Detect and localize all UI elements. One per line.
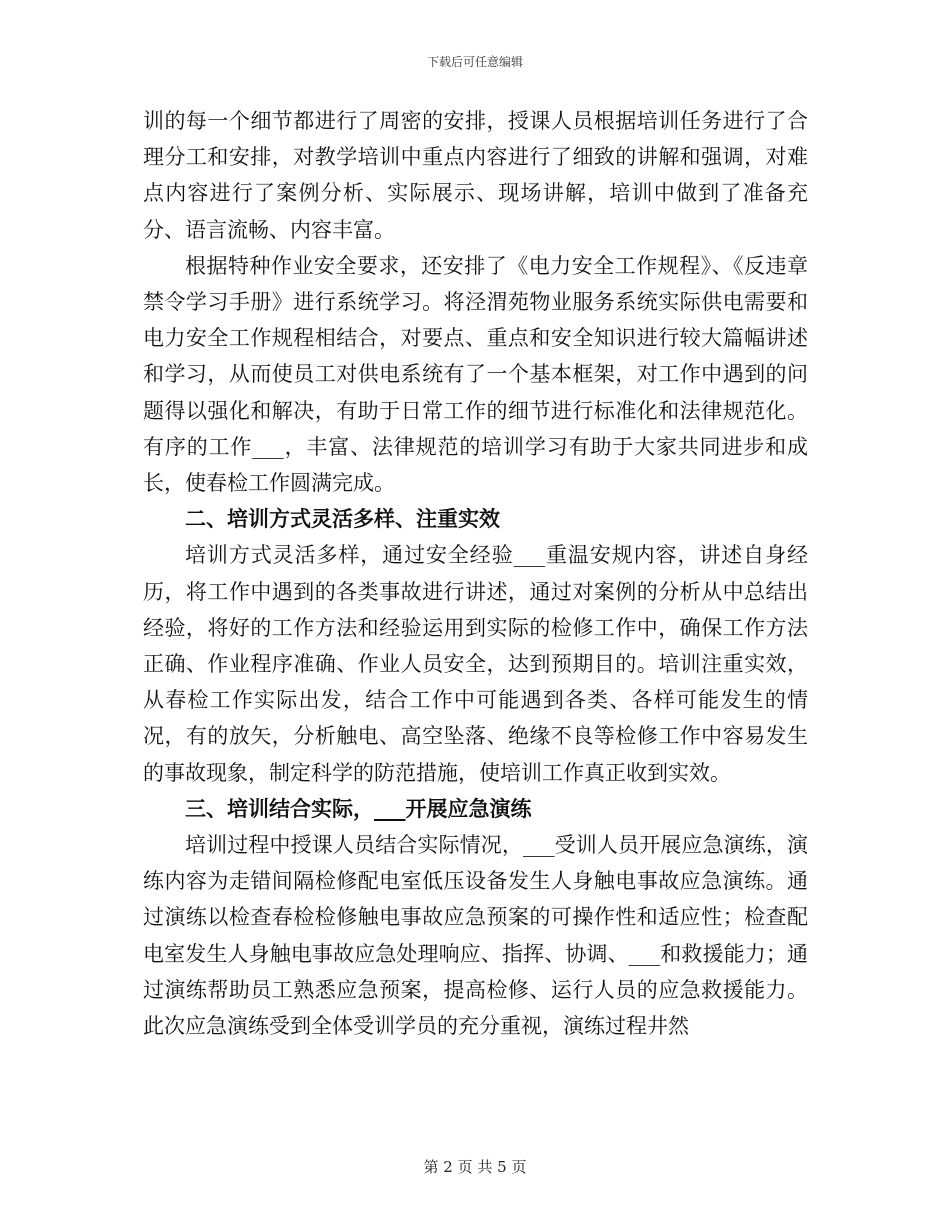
paragraph-training-methods: 培训方式灵活多样，通过安全经验___重温安规内容，讲述自身经历，将工作中遇到的各类事故进行讲述，通过对案例的分析从中总结出经验，将好的工作方法和经验运用到实际的检修工作中，确保工作方法正确、作业程序准确、作业人员安全，达到预期目的。培训注重实效，从春检工作实际出发，结合工作中可能遇到各类、各样可能发生的情况，有的放矢，分析触电、高空坠落、绝缘不良等检修工作中容易发生的事故现象，制定科学的防范措施，使培训工作真正收到实效。: [143, 543, 808, 785]
paragraph-emergency-drill: 培训过程中授课人员结合实际情况，___受训人员开展应急演练，演练内容为走错间隔检修配电室低压设备发生人身触电事故应急演练。通过演练以检查春检检修触电事故应急预案的可操作性和适应性；检查配电室发生人身触电事故应急处理响应、指挥、协调、___和救援能力；通过演练帮助员工熟悉应急预案，提高检修、运行人员的应急救援能力。此次应急演练受到全体受训学员的充分重视，演练过程井然: [143, 833, 808, 1039]
section-heading-2: 二、培训方式灵活多样、注重实效: [185, 506, 500, 532]
page-header: 下载后可任意编辑: [426, 55, 523, 69]
paragraph-regulations: 根据特种作业安全要求，还安排了《电力安全工作规程》、《反违章禁令学习手册》进行系统学习。将泾渭苑物业服务系统实际供电需要和电力安全工作规程相结合，对要点、重点和安全知识进行较大篇幅讲述和学习，从而使员工对供电系统有了一个基本框架，对工作中遇到的问题得以强化和解决，有助于日常工作的细节进行标准化和法律规范化。有序的工作___，丰富、法律规范的培训学习有助于大家共同进步和成长，使春检工作圆满完成。: [143, 253, 808, 496]
document-body: [143, 103, 808, 1044]
page-number: 第 2 页 共 5 页: [423, 1158, 527, 1176]
paragraph-continuation: 训的每一个细节都进行了周密的安排，授课人员根据培训任务进行了合理分工和安排，对教学培训中重点内容进行了细致的讲解和强调，对难点内容进行了案例分析、实际展示、现场讲解，培训中做到了准备充分、语言流畅、内容丰富。: [143, 109, 808, 242]
section-heading-3: 三、培训结合实际，___开展应急演练: [185, 795, 532, 821]
